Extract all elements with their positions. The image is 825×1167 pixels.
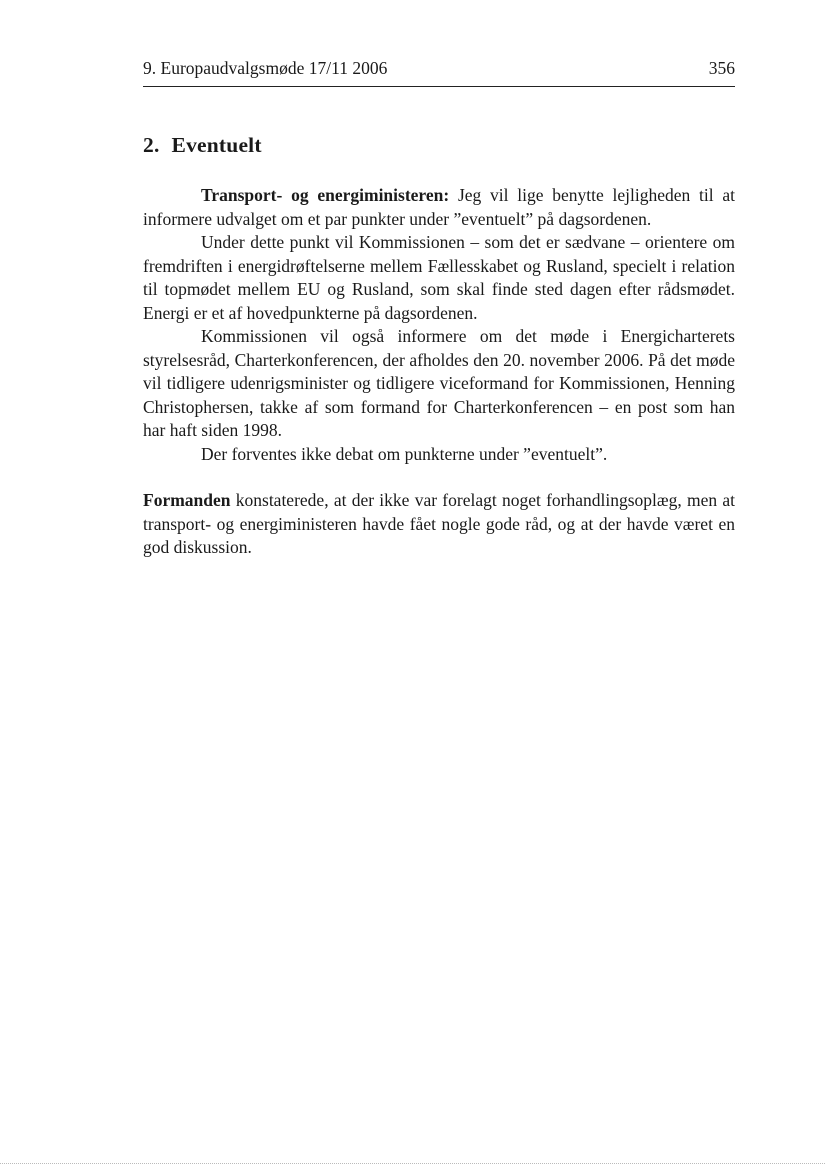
running-header bbox=[143, 56, 735, 87]
paragraph-chair-conclusion bbox=[143, 489, 735, 560]
conclusion-text: konstaterede, at der ikke var forelagt noget forhandlingsoplæg, men at transport- og energiministeren havde fået nogle gode råd, og at der havde været en god diskussion. bbox=[143, 490, 735, 557]
section-heading bbox=[143, 131, 735, 159]
section-number: 2. bbox=[143, 133, 160, 157]
paragraph-minister-statement bbox=[143, 184, 735, 231]
paragraph-commission-energy: Under dette punkt vil Kommissionen – som det er sædvane – orientere om fremdriften i energidrøftelserne mellem Fællesskabet og Rusland, specielt i relation til topmødet mellem EU og Rusland, som skal finde sted dagen efter rådsmødet. Energi er et af hovedpunkterne på dagsordenen. bbox=[143, 232, 735, 323]
page-number: 356 bbox=[708, 58, 735, 78]
paragraph-charter-conference: Kommissionen vil også informere om det møde i Energicharterets styrelsesråd, Charterkonferencen, der afholdes den 20. november 2006. På det møde vil tidligere udenrigsminister og tidligere viceformand for Kommissionen, Henning Christophersen, takke af som formand for Charterkonferencen – en post som han har haft siden 1998. bbox=[143, 326, 735, 440]
section-title: Eventuelt bbox=[171, 133, 262, 157]
speaker-name: Transport- og energiministeren: bbox=[201, 185, 450, 205]
paragraph-gap bbox=[143, 466, 735, 489]
paragraph-no-debate: Der forventes ikke debat om punkterne under ”eventuelt”. bbox=[201, 443, 608, 464]
chair-speaker-name: Formanden bbox=[143, 490, 231, 510]
section-body bbox=[143, 184, 735, 560]
scan-bottom-edge bbox=[0, 1163, 825, 1164]
document-page bbox=[143, 56, 735, 560]
meeting-title: 9. Europaudvalgsmøde 17/11 2006 bbox=[143, 58, 388, 78]
paragraph-text: Jeg vil lige benytte lejligheden til at informere udvalget om et par punkter under ”eventuelt” på dagsordenen. bbox=[143, 185, 735, 229]
